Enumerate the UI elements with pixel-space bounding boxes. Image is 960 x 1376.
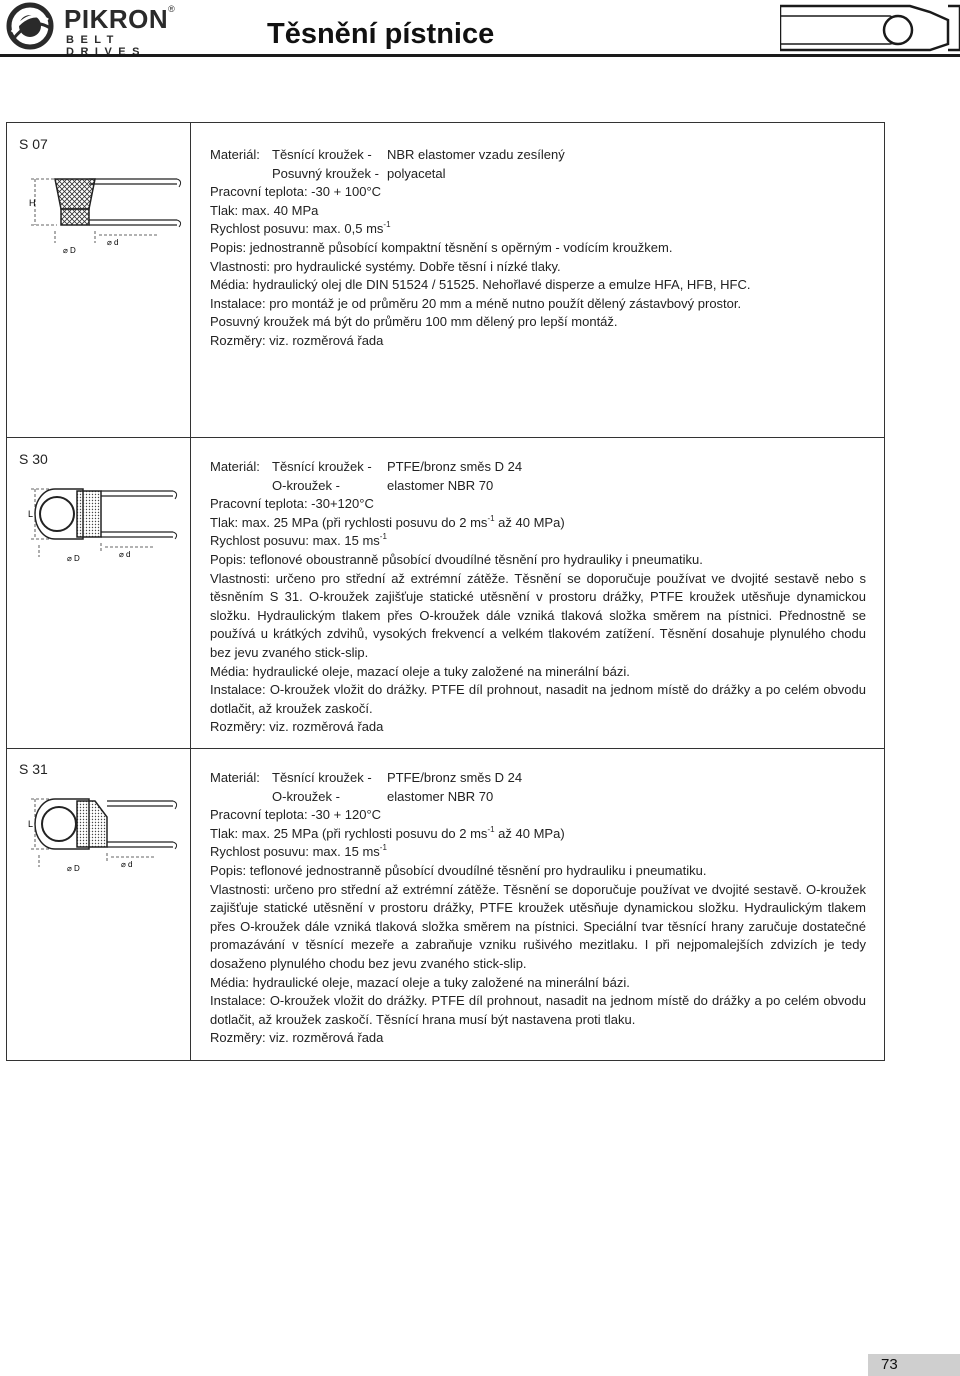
seal-code: S 30 <box>19 451 48 467</box>
pikron-emblem-icon <box>6 2 58 50</box>
seal-code: S 07 <box>19 136 48 152</box>
svg-text:H: H <box>29 198 36 208</box>
seal-description-s31: Materiál: Těsnící kroužek - PTFE/bronz směs D 24 O-kroužek - elastomer NBR 70 Pracovní teplota: -30 + 120°C Tlak: max. 25 MPa (při rychlosti posuvu do 2 $ms^{-1}$ až 40 MPa) Rychlost posuvu: max. 15 $ms^{-1}$ Popis: teflonové jednostranně působící dvoudílné těsnění pro hydrauliku i pneumatiku. Vlastnosti: určeno pro střední až extrémní zátěže. Těsnění se doporučuje používat ve dvojité sestavě. O-kroužek zajišťuje statické utěsnění v prostoru drážky, PTFE kroužek utěsňuje dynamickou složku. Hydraulickým tlakem přes O-kroužek dále vzniká tlaková složka směrem na pístnici. Speciální tvar těsnící hrany zaručuje dostatečné promazávání v těsnící mezeře a zabraňuje vzniku rušivého mezitlaku. I při nejpomalejších zdvizích je tedy dosaženo plynulého chodu bez jevu zvaného stick-slip. Média: hydraulické oleje, mazací oleje a tuky založené na minerální bázi. Instalace: O-kroužek vložit do drážky. PTFE díl prohnout, nasadit na jednom místě do drážky a po celém obvodu dotlačit, až kroužek zaskočí. Těsnící hrana musí být nastavena proti tlaku. Rozměry: viz. rozměrová řada <box>210 770 866 1046</box>
page-title: Těsnění pístnice <box>267 18 495 50</box>
svg-text:⌀ D: ⌀ D <box>67 554 80 563</box>
svg-text:⌀ d: ⌀ d <box>119 550 131 559</box>
svg-text:⌀ d: ⌀ d <box>121 860 133 869</box>
page-number: 73 <box>881 1356 898 1373</box>
svg-text:⌀ D: ⌀ D <box>67 864 80 873</box>
seal-diagram-s31 <box>25 791 185 879</box>
header-rule <box>0 54 960 57</box>
brand-name: PIKRON® <box>64 4 176 34</box>
seal-description-s30: Materiál: Těsnící kroužek - PTFE/bronz směs D 24 O-kroužek - elastomer NBR 70 Pracovní teplota: -30+120°C Tlak: max. 25 MPa (při rychlosti posuvu do 2 $ms^{-1}$ až 40 MPa) Rychlost posuvu: max. 15 $ms^{-1}$ Popis: teflonové oboustranně působící dvoudílné těsnění pro hydrauliky i pneumatiku. Vlastnosti: určeno pro střední až extrémní zátěže. Těsnění se doporučuje používat ve dvojité sestavě nebo s těsněním S 31. O-kroužek zajišťuje statické utěsnění v prostoru drážky, PTFE kroužek utěsňuje dynamickou složku. Hydraulickým tlakem přes O-kroužek dále vzniká tlaková složka směrem na pístnici. Přednostně se používá u krátkých zdvihů, vysokých frekvencí a velkém tlakovém zatížení. Těsnění dosahuje plynulého chodu bez jevu zvaného stick-slip. Média: hydraulické oleje, mazací oleje a tuky založené na minerální bázi. Instalace: O-kroužek vložit do drážky. PTFE díl prohnout, nasadit na jednom místě do drážky a po celém obvodu dotlačit, až kroužek zaskočí. Rozměry: viz. rozměrová řada <box>210 459 866 735</box>
pikron-logo <box>6 2 206 58</box>
column-divider <box>190 123 191 1060</box>
row-divider <box>7 748 884 749</box>
svg-text:⌀ D: ⌀ D <box>63 246 76 255</box>
svg-text:L: L <box>28 509 34 519</box>
seal-description-s07: Materiál: Těsnící kroužek - NBR elastomer vzadu zesílený Posuvný kroužek - polyacetal Pracovní teplota: -30 + 100°C Tlak: max. 40 MPa Rychlost posuvu: max. 0,5 $ms^{-1}$ Popis: jednostranně působící kompaktní těsnění s opěrným - vodícím kroužkem. Vlastnosti: pro hydraulické systémy. Dobře těsní i nízké tlaky. Média: hydraulický olej dle DIN 51524 / 51525. Nehořlavé disperze a emulze HFA, HFB, HFC. Instalace: pro montáž je od průměru 20 mm a méně nutno použít dělený zástavbový prostor. Posuvný kroužek má být do průměru 100 mm dělený pro lepší montáž. Rozměry: viz. rozměrová řada <box>210 147 751 348</box>
seal-table <box>6 122 885 1061</box>
row-divider <box>7 437 884 438</box>
svg-text:⌀ d: ⌀ d <box>107 238 119 247</box>
seal-diagram-s07 <box>27 169 187 261</box>
svg-text:L: L <box>28 819 34 829</box>
seal-diagram-s30 <box>25 481 185 569</box>
seal-section-graphic <box>780 0 960 56</box>
seal-code: S 31 <box>19 761 48 777</box>
brand-tagline: BELT DRIVES <box>66 34 146 58</box>
page-number-tab <box>868 1354 960 1376</box>
